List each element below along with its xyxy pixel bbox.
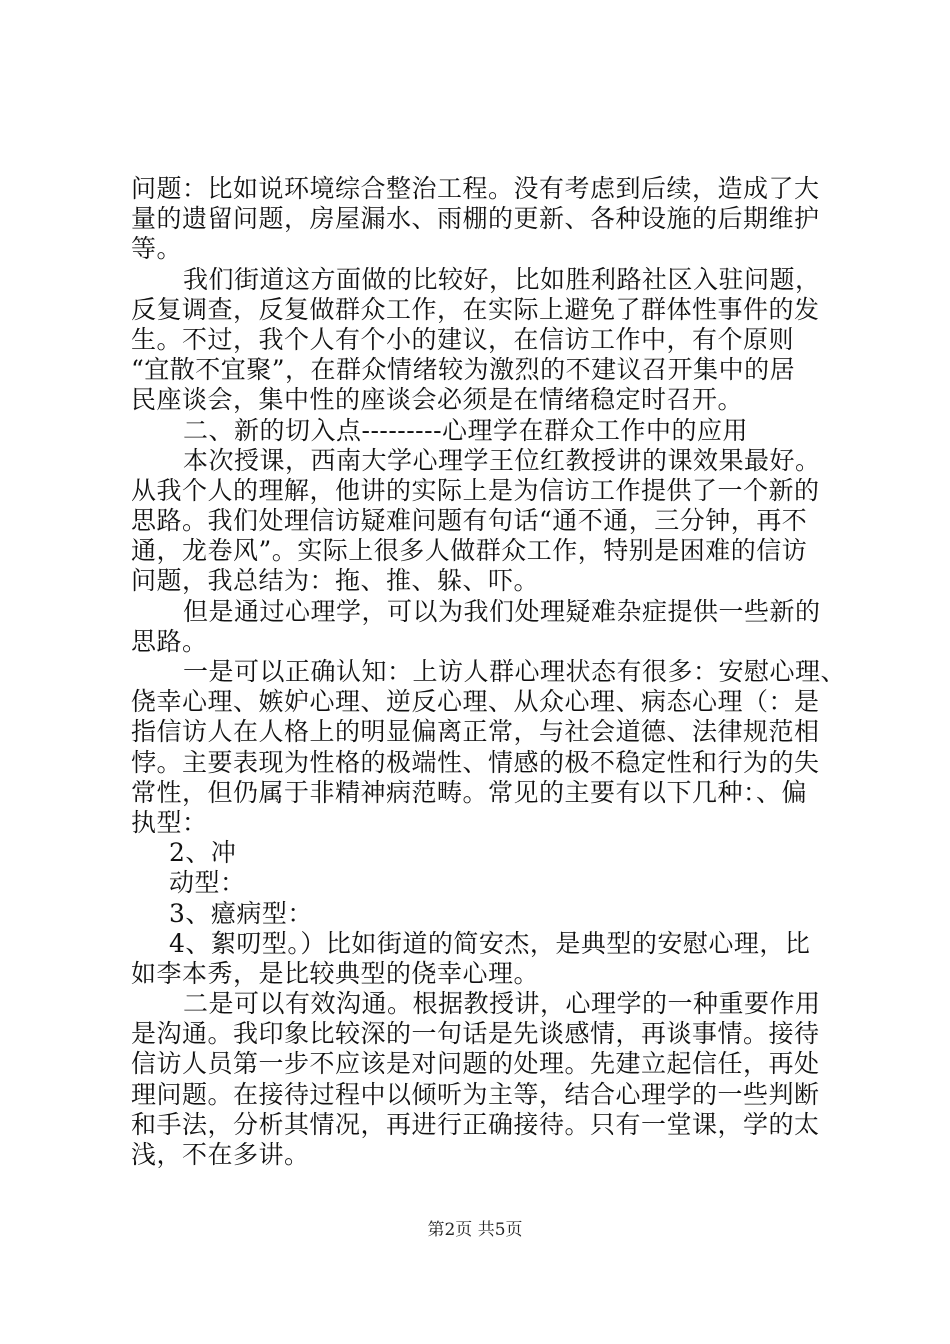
text-line: 一是可以正确认知：上访人群心理状态有很多：安慰心理、: [183, 657, 847, 686]
text-line: 问题：比如说环境综合整治工程。没有考虑到后续，造成了大: [131, 174, 820, 203]
text-line: 浅，不在多讲。: [131, 1140, 310, 1169]
text-line: 是沟通。我印象比较深的一句话是先谈感情，再谈事情。接待: [131, 1019, 820, 1049]
text-line: 二是可以有效沟通。根据教授讲，心理学的一种重要作用: [183, 989, 821, 1019]
text-line: 3、癔病型：: [169, 898, 313, 928]
text-line: 思路。: [131, 626, 208, 656]
text-line: 理问题。在接待过程中以倾听为主等，结合心理学的一些判断: [131, 1079, 820, 1109]
page-number-footer: 第2页 共5页: [427, 1220, 523, 1240]
text-line: 本次授课，西南大学心理学王位红教授讲的课效果最好。: [183, 445, 821, 475]
text-line: 问题，我总结为：拖、推、躲、吓。: [131, 566, 540, 596]
text-line: 我们街道这方面做的比较好，比如胜利路社区入驻问题，: [183, 264, 821, 294]
text-line: 指信访人在人格上的明显偏离正常，与社会道德、法律规范相: [131, 717, 820, 747]
text-line: 执型：: [131, 807, 208, 837]
text-line: 从我个人的理解，他讲的实际上是为信访工作提供了一个新的: [131, 475, 820, 505]
text-line: 等。: [131, 234, 183, 264]
text-line: 动型：: [169, 868, 246, 898]
text-line: 生。不过，我个人有个小的建议，在信访工作中，有个原则: [131, 324, 795, 354]
text-line: 2、冲: [169, 838, 237, 868]
text-line: 量的遗留问题，房屋漏水、雨棚的更新、各种设施的后期维护: [131, 204, 820, 234]
text-line: 信访人员第一步不应该是对问题的处理。先建立起信任，再处: [131, 1049, 820, 1079]
text-line: 通，龙卷风”。实际上很多人做群众工作，特别是困难的信访: [131, 536, 808, 566]
text-line: 思路。我们处理信访疑难问题有句话“通不通，三分钟，再不: [131, 506, 808, 536]
text-line: 反复调查，反复做群众工作，在实际上避免了群体性事件的发: [131, 294, 820, 324]
document-body: [131, 174, 847, 1170]
text-line: 民座谈会，集中性的座谈会必须是在情绪稳定时召开。: [131, 385, 744, 415]
text-line: 和手法，分析其情况，再进行正确接待。只有一堂课，学的太: [131, 1109, 820, 1139]
text-line: 悖。主要表现为性格的极端性、情感的极不稳定性和行为的失: [131, 747, 820, 777]
text-line: 但是通过心理学，可以为我们处理疑难杂症提供一些新的: [183, 596, 821, 626]
text-line: 侥幸心理、嫉妒心理、逆反心理、从众心理、病态心理（：是: [131, 687, 820, 717]
text-line: 如李本秀，是比较典型的侥幸心理。: [131, 958, 540, 988]
text-line: “宜散不宜聚”，在群众情绪较为激烈的不建议召开集中的居: [131, 355, 796, 385]
text-line: 常性，但仍属于非精神病范畴。常见的主要有以下几种：、偏: [131, 777, 808, 807]
text-line: 二、新的切入点---------心理学在群众工作中的应用: [183, 415, 749, 445]
text-line: 4、絮叨型。）比如街道的简安杰，是典型的安慰心理，比: [169, 928, 811, 958]
